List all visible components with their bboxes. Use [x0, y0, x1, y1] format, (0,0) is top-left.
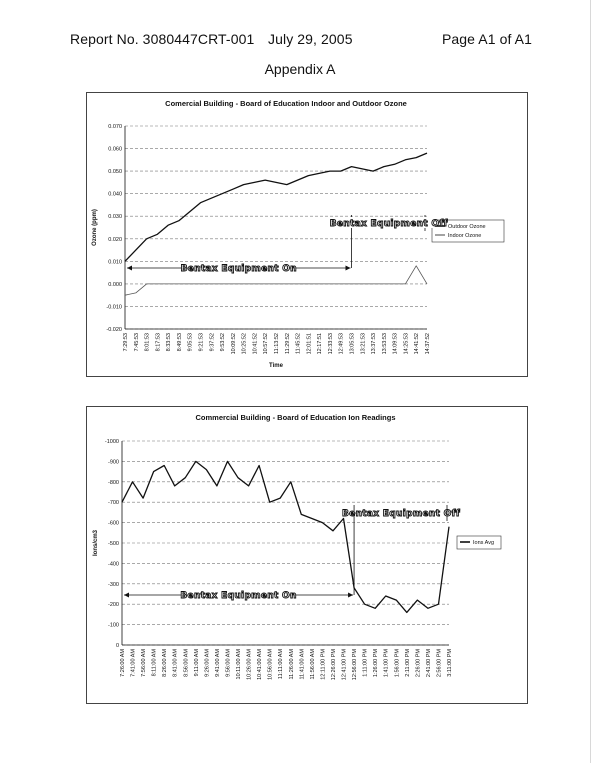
x-tick-label: 13:37:53	[371, 333, 378, 355]
x-axis-label: Time	[269, 363, 283, 369]
x-tick-label: 8:49:53	[176, 333, 183, 352]
x-tick-label: 8:41:00 AM	[172, 649, 179, 677]
x-tick-label: 9:41:00 AM	[214, 649, 221, 677]
x-tick-label: 2:11:00 PM	[404, 649, 411, 677]
x-tick-label: 2:26:00 PM	[415, 649, 422, 678]
ozone-chart-panel	[86, 92, 528, 377]
x-tick-label: 7:41:00 AM	[130, 649, 137, 677]
x-tick-label: 7:26:00 AM	[120, 649, 126, 677]
y-tick-label: -400	[107, 561, 119, 568]
x-tick-label: 10:11:00 AM	[236, 649, 243, 680]
y-tick-label: 0.040	[108, 191, 122, 198]
x-tick-label: 7:56:00 AM	[141, 649, 148, 677]
y-tick-label: -500	[107, 541, 119, 547]
x-tick-label: 1:26:00 PM	[373, 649, 380, 678]
appendix-title: Appendix A	[264, 61, 336, 77]
y-tick-label: 0.010	[108, 259, 122, 266]
x-tick-label: 14:41:52	[414, 333, 421, 355]
chart-title: Commercial Building - Board of Education Ion Readings	[195, 413, 396, 422]
y-tick-label: 0.000	[108, 281, 122, 288]
y-tick-label: -0.010	[106, 304, 122, 311]
x-tick-label: 9:26:00 AM	[204, 649, 211, 677]
arrow-head-left	[124, 593, 129, 598]
arrow-head-left	[127, 266, 132, 271]
y-tick-label: -100	[107, 622, 119, 629]
x-tick-label: 3:11:00 PM	[447, 649, 453, 677]
x-tick-label: 2:41:00 PM	[425, 649, 432, 678]
y-tick-label: -800	[107, 479, 119, 486]
x-tick-label: 8:11:00 AM	[151, 649, 158, 677]
y-tick-label: 0.030	[108, 214, 122, 221]
x-tick-label: 13:05:53	[349, 333, 356, 355]
x-tick-label: 11:56:00 AM	[309, 649, 316, 680]
x-tick-label: 8:33:53	[166, 333, 173, 352]
x-tick-label: 7:29:53	[123, 333, 129, 352]
arrow-head-right	[346, 266, 351, 271]
x-tick-label: 9:56:00 AM	[225, 649, 232, 677]
y-tick-label: -300	[107, 581, 119, 588]
x-tick-label: 9:37:52	[209, 333, 216, 352]
x-tick-label: 1:56:00 PM	[394, 649, 401, 678]
y-tick-label: -1000	[104, 439, 119, 445]
x-tick-label: 10:56:00 AM	[267, 649, 274, 680]
ion-chart-panel	[86, 406, 528, 704]
x-tick-label: 8:17:53	[155, 333, 162, 352]
x-tick-label: 12:56:00 PM	[352, 649, 359, 681]
x-tick-label: 11:11:00 AM	[278, 649, 285, 680]
legend-entry: Ions Avg	[473, 540, 494, 546]
x-tick-label: 12:26:00 PM	[330, 649, 337, 681]
legend-entry: Outdoor Ozone	[448, 224, 486, 230]
x-tick-label: 12:49:53	[338, 333, 345, 355]
y-tick-label: -600	[107, 520, 119, 527]
x-tick-label: 9:11:00 AM	[193, 649, 200, 677]
page-number: Page A1 of A1	[441, 31, 532, 47]
x-tick-label: 9:05:53	[187, 333, 194, 352]
ozone-chart	[87, 93, 527, 376]
y-tick-label: -700	[107, 500, 119, 507]
x-tick-label: 13:21:53	[360, 333, 367, 355]
equipment-off-label: Bentax Equipment Off	[329, 219, 448, 229]
x-tick-label: 2:56:00 PM	[436, 649, 443, 678]
x-tick-label: 9:21:53	[198, 333, 205, 352]
series-line	[125, 153, 427, 261]
x-tick-label: 1:11:00 PM	[362, 649, 369, 677]
x-tick-label: 14:25:53	[403, 333, 410, 355]
arrow-head-right	[348, 593, 353, 598]
y-tick-label: -200	[107, 602, 119, 609]
y-tick-label: 0.070	[108, 124, 122, 130]
equipment-off-label: Bentax Equipment Off	[342, 509, 461, 519]
x-tick-label: 10:41:00 AM	[257, 649, 264, 680]
x-tick-label: 1:41:00 PM	[383, 649, 390, 678]
x-tick-label: 14:09:53	[392, 333, 399, 355]
y-tick-label: -0.020	[106, 327, 122, 333]
y-axis-label: Ozone (ppm)	[92, 209, 98, 246]
page-edge	[590, 0, 591, 763]
y-tick-label: 0.020	[108, 236, 122, 243]
x-tick-label: 8:56:00 AM	[183, 649, 190, 677]
x-tick-label: 10:41:52	[252, 333, 259, 355]
y-tick-label: 0.060	[108, 146, 122, 153]
x-tick-label: 12:17:51	[317, 333, 324, 355]
x-tick-label: 10:09:52	[230, 333, 237, 355]
x-tick-label: 13:53:53	[381, 333, 388, 355]
x-tick-label: 9:53:52	[220, 333, 227, 352]
x-tick-label: 12:01:51	[306, 333, 313, 355]
x-tick-label: 12:11:00 PM	[320, 649, 327, 680]
x-tick-label: 14:37:52	[425, 333, 431, 355]
x-tick-label: 10:25:52	[241, 333, 248, 355]
x-tick-label: 8:01:53	[144, 333, 151, 352]
x-tick-label: 10:26:00 AM	[246, 649, 253, 680]
x-tick-label: 11:45:52	[295, 333, 302, 355]
chart-legend	[457, 536, 501, 549]
chart-title: Comercial Building - Board of Education Indoor and Outdoor Ozone	[165, 99, 407, 108]
x-tick-label: 8:26:00 AM	[162, 649, 169, 677]
x-tick-label: 7:45:53	[133, 333, 140, 352]
x-tick-label: 12:41:00 PM	[341, 649, 348, 681]
x-tick-label: 12:33:53	[327, 333, 334, 355]
x-tick-label: 11:29:52	[284, 333, 291, 355]
report-number: Report No. 3080447CRT-001	[70, 31, 255, 47]
equipment-on-label: Bentax Equipment On	[180, 591, 297, 601]
y-tick-label: 0.050	[108, 169, 122, 176]
x-tick-label: 11:41:00 AM	[299, 649, 306, 680]
equipment-on-label: Bentax Equipment On	[180, 264, 297, 274]
x-tick-label: 11:13:52	[274, 333, 280, 355]
x-tick-label: 11:26:00 AM	[288, 649, 295, 680]
y-axis-label: Ions/cm3	[93, 529, 99, 557]
report-date: July 29, 2005	[268, 31, 353, 47]
legend-entry: Indoor Ozone	[448, 233, 482, 239]
x-tick-label: 10:57:52	[263, 333, 270, 355]
y-tick-label: -900	[107, 459, 119, 466]
ion-chart	[87, 407, 527, 703]
y-tick-label: 0	[115, 643, 119, 649]
